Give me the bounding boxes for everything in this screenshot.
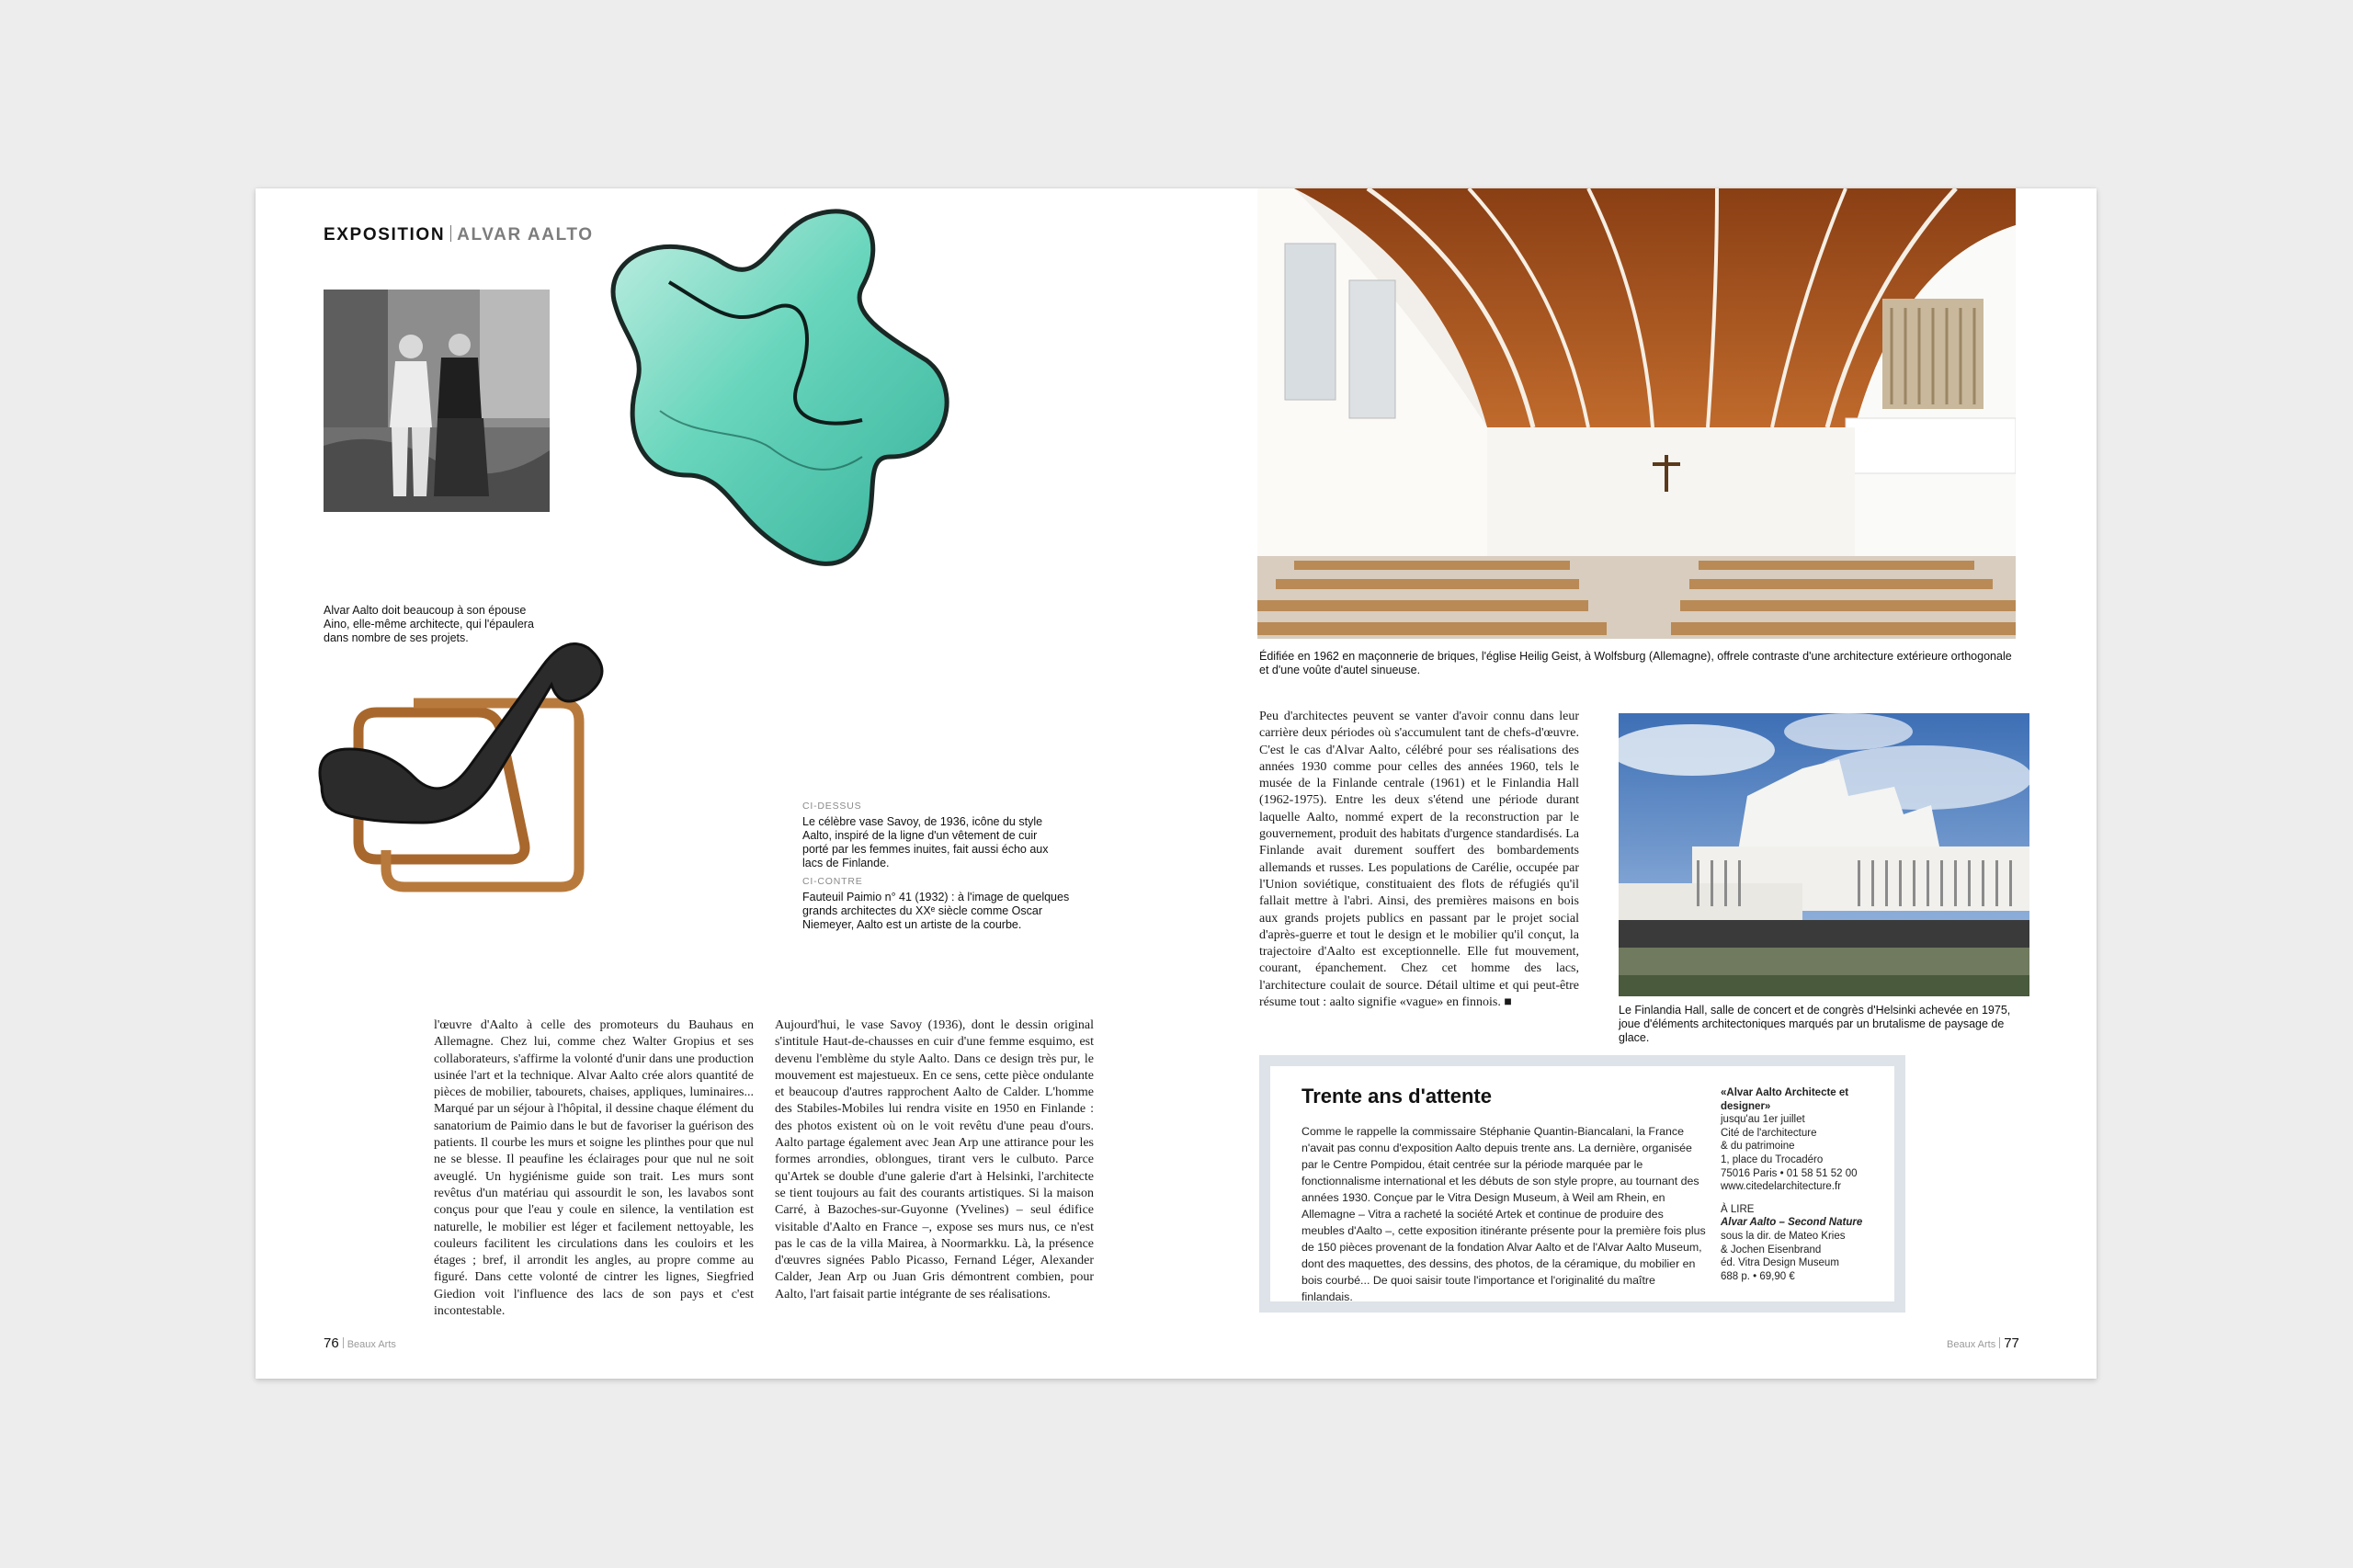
caption-couple: Alvar Aalto doit beaucoup à son épouse Aino, elle-même architecte, qui l'épaulera dans nombre de ses projets.	[324, 604, 534, 644]
info-box-panel	[1270, 1066, 1894, 1301]
book-line: éd. Vitra Design Museum	[1721, 1257, 1839, 1269]
exhibition-line: jusqu'au 1er juillet	[1721, 1114, 1805, 1126]
exhibition-line: www.citedelarchitecture.fr	[1721, 1181, 1842, 1193]
caption-vase: Le célèbre vase Savoy, de 1936, icône du style Aalto, inspiré de la ligne d'un vêtement de cuir porté par les femmes inuites, fait aussi écho aux lacs de Finlande.	[802, 815, 1049, 869]
caption-chair-label: CI-CONTRE	[802, 876, 863, 887]
section-rubric	[324, 225, 594, 245]
book-title: Alvar Aalto – Second Nature	[1721, 1217, 1863, 1229]
church-photo-art	[1257, 188, 2016, 639]
exhibition-line: Cité de l'architecture	[1721, 1127, 1817, 1139]
paimio-chair-image	[313, 630, 662, 905]
exhibition-details	[1721, 1086, 1886, 1283]
rubric-subject: ALVAR AALTO	[457, 225, 594, 244]
info-box	[1259, 1055, 1905, 1312]
book-line: sous la dir. de Mateo Kries	[1721, 1230, 1846, 1242]
photo-aalto-couple	[324, 290, 550, 512]
info-box-text: Comme le rappelle la commissaire Stéphanie Quantin-Biancalani, la France n'avait pas connu d'exposition Aalto depuis trente ans. La dernière, organisée par le Centre Pompidou, était centrée sur la période marquée par le fonctionnalisme international et les débuts de son style propre, au tournant des années 1930. Conçue par le Vitra Design Museum, à Weil am Rhein, en Allemagne – Vitra a racheté la société Artek et continue de produire des meubles d'Aalto –, cette exposition itinérante présente pour la première fois plus de 150 pièces provenant de la fondation Alvar Aalto et de l'Alvar Aalto Museum, dont des maquettes, des dessins, des photos, de la céramique, du mobilier en bois courbé... De quoi saisir toute l'importance et l'originalité du maître finlandais.	[1302, 1125, 1706, 1303]
photo-heilig-geist-church	[1257, 188, 2016, 639]
folio-right	[1947, 1335, 2019, 1351]
couple-photo-art	[324, 290, 550, 512]
photo-finlandia-hall	[1619, 713, 2029, 996]
caption-vase-label: CI-DESSUS	[802, 801, 862, 812]
book-line: & Jochen Eisenbrand	[1721, 1244, 1822, 1256]
rubric-section: EXPOSITION	[324, 225, 446, 244]
exhibition-line: 1, place du Trocadéro	[1721, 1153, 1824, 1165]
body-column-3: Peu d'architectes peuvent se vanter d'avoir connu dans leur carrière deux périodes où s'accumulent tant de chefs-d'œuvre. C'est le cas d'Alvar Aalto, célébré pour ses réalisations des années 1930 comme pour celles des années 1960, tels le musée de la Finlande centrale (1961) et le Finlandia Hall (1962-1975). Entre les deux s'étend une période durant laquelle Aalto, nommé expert de la reconstruction par le gouvernement, produit des habitats d'urgence standardisés. La Finlande avait durement souffert des bombardements allemands et russes. Les populations de Carélie, occupée par l'Union soviétique, constituaient des flots de réfugiés qu'il fallait mettre à l'abri. Ainsi, des premières maisons en bois aux grands projets publics en passant par le projet social d'après-guerre et tout le design et le mobilier qu'il conçut, la trajectoire d'Aalto est exceptionnelle. Elle fut mouvement, courant, épanchement. Chez cet homme des lacs, l'architecture coulait de source. Détail ultime et qui peut-être résume tout : aalto signifie «vague» en finnois. ■	[1259, 710, 1579, 1010]
body-column-1: l'œuvre d'Aalto à celle des promoteurs du Bauhaus en Allemagne. Chez lui, comme chez Walter Gropius et ses collaborateurs, s'affirme la volonté d'unir dans une production usinée l'art et la technique. Alvar Aalto crée alors quantité de pièces de mobilier, tabourets, chaises, appliques, luminaires... Marqué par un séjour à l'hôpital, il dessine chaque élément du sanatorium de Paimio dans le but de favoriser la guérison des patients. Il courbe les murs et soigne les plinthes pour que nul ne se blesse. Il peaufine les éclairages pour que nul ne soit aveuglé. Un hygiénisme guide son trait. Les murs sont revêtus d'un matériau qui assourdit le son, les lavabos sont conçus pour que l'eau y coule en silence, la ventilation est naturelle, le mobilier est léger et facilement nettoyable, les couleurs facilitent les circulations dans les couloirs et les étages ; bref, il arrondit les angles, au propre comme au figuré. Dans cette volonté de cintrer les lignes, Siegfried Giedion voit l'influence des lacs de son pays et c'est incontestable.	[434, 1018, 754, 1319]
magazine-name-right: Beaux Arts	[1947, 1339, 1996, 1350]
book-line: 688 p. • 69,90 €	[1721, 1270, 1795, 1282]
folio-left	[324, 1335, 396, 1351]
page-number-left: 76	[324, 1335, 339, 1351]
exhibition-title: «Alvar Aalto Architecte et designer»	[1721, 1087, 1849, 1112]
magazine-spread	[256, 188, 2097, 1379]
finlandia-photo-art	[1619, 713, 2029, 996]
caption-church: Édifiée en 1962 en maçonnerie de briques, l'église Heilig Geist, à Wolfsburg (Allemagne), offrele contraste d'une architecture extérieure orthogonale et d'une voûte d'autel sinueuse.	[1259, 650, 2012, 676]
caption-chair: Fauteuil Paimio n° 41 (1932) : à l'image de quelques grands architectes du XXᵉ siècle comme Oscar Niemeyer, Aalto est un artiste de la courbe.	[802, 891, 1070, 931]
info-box-title: Trente ans d'attente	[1302, 1085, 1492, 1108]
exhibition-line: & du patrimoine	[1721, 1141, 1795, 1153]
magazine-name-left: Beaux Arts	[347, 1339, 396, 1350]
exhibition-line: 75016 Paris • 01 58 51 52 00	[1721, 1167, 1858, 1179]
page-number-right: 77	[2004, 1335, 2019, 1351]
read-label: À LIRE	[1721, 1203, 1755, 1215]
body-column-2: Aujourd'hui, le vase Savoy (1936), dont le dessin original s'intitule Haut-de-chausses en cuir d'une femme esquimo, est devenu l'emblème du style Aalto. Dans ce design très pur, le mouvement est majestueux. En ce sens, cette pièce ondulante et beaucoup d'autres rapprochent Aalto de Calder. L'homme des Stabiles-Mobiles lui rendra visite en 1950 en Finlande : des photos existent où on le voit revêtu d'une peau d'ours. Aalto partage également avec Jean Arp une attirance pour les formes arrondies, oblongues, tirant vers le culbuto. Parce qu'Artek se double d'une galerie d'art à Helsinki, l'architecte se tient toujours au fait des courants artistiques. Si la maison Carré, à Bazoches-sur-Guyonne (Yvelines) – seul édifice visitable d'Aalto en France –, expose ses murs nus, ce n'est pas le cas de la villa Mairea, à Noormarkku. Là, la présence d'œuvres signées Pablo Picasso, Fernand Léger, Alexander Calder, Jean Arp ou Juan Gris démontrent combien, pour Aalto, l'art faisait partie intégrante de ses réalisations.	[775, 1018, 1094, 1301]
caption-hall: Le Finlandia Hall, salle de concert et de congrès d'Helsinki achevée en 1975, joue d'éléments architectoniques marqués par un brutalisme de paysage de glace.	[1619, 1004, 2011, 1044]
savoy-vase-image	[586, 199, 963, 581]
